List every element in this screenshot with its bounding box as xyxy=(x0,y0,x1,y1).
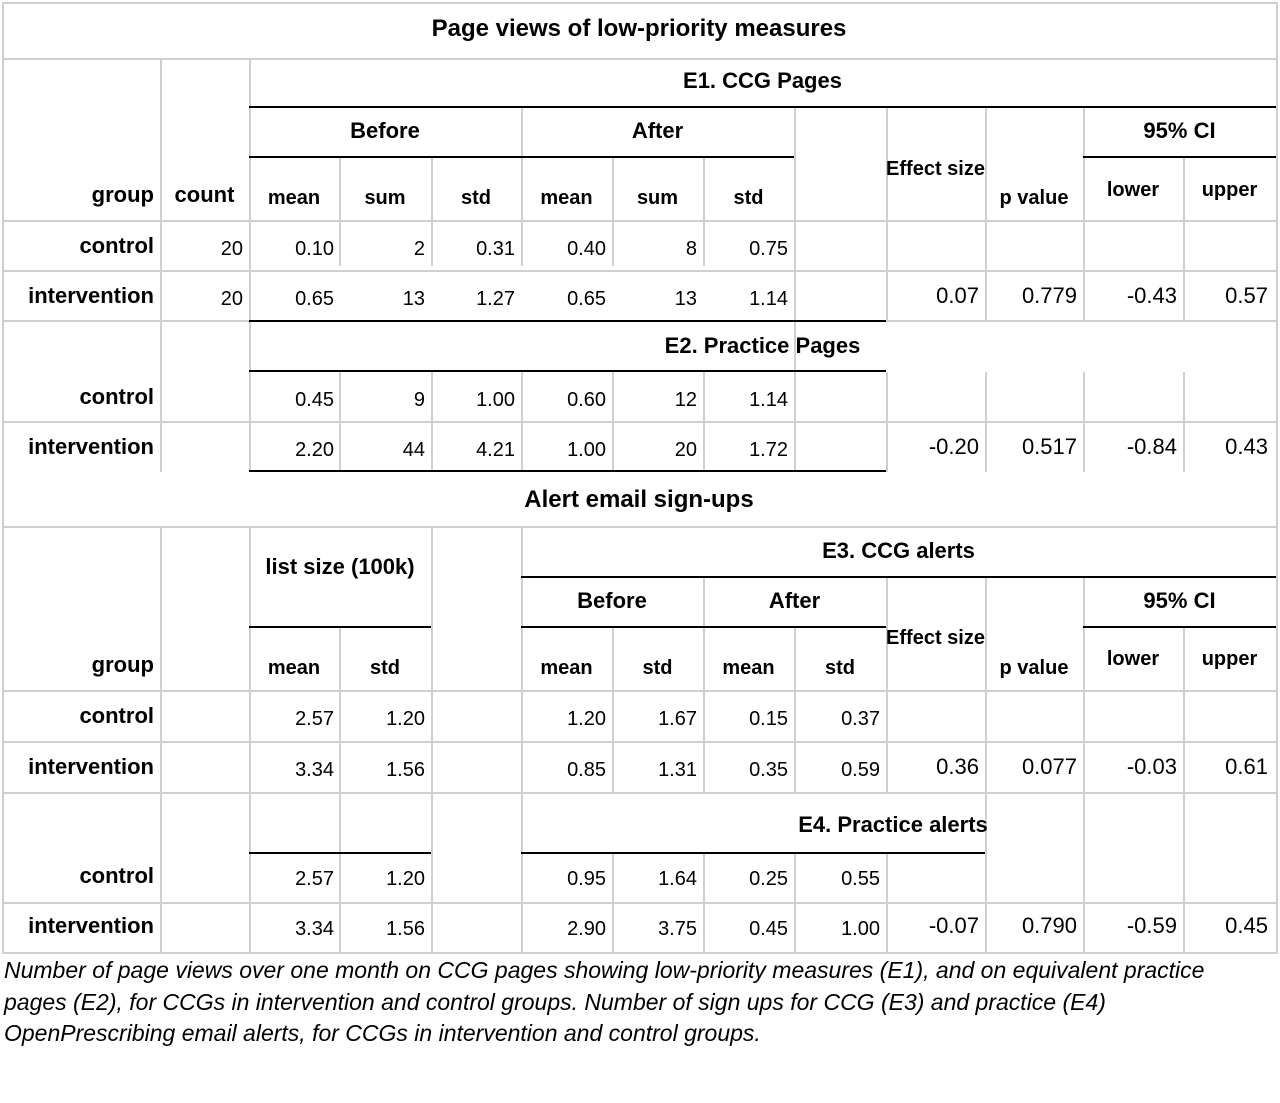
p-value-value: 0.077 xyxy=(1021,754,1077,779)
group-label: control xyxy=(79,863,154,888)
after-std-value: 0.75 xyxy=(749,238,788,260)
std-header: std xyxy=(733,187,764,209)
grid-line xyxy=(160,526,162,952)
grid-line xyxy=(1276,2,1278,954)
before-mean-value: 2.20 xyxy=(295,439,334,461)
ci-lower-value: -0.43 xyxy=(1126,283,1177,308)
ci-upper-value: 0.57 xyxy=(1225,283,1268,308)
upper-header: upper xyxy=(1201,648,1258,670)
grid-line xyxy=(794,108,796,472)
before-mean-value: 0.10 xyxy=(295,238,334,260)
before-sum-value: 2 xyxy=(413,238,425,260)
effect-size-value: -0.07 xyxy=(928,913,979,938)
after-mean-value: 0.25 xyxy=(749,868,788,890)
header-rule xyxy=(521,626,886,628)
after-sum-value: 13 xyxy=(674,288,697,310)
before-sum-value: 13 xyxy=(402,288,425,310)
group-label: control xyxy=(79,233,154,258)
after-mean-value: 0.40 xyxy=(567,238,606,260)
before-mean-value: 2.90 xyxy=(567,918,606,940)
grid-line xyxy=(160,58,162,472)
after-std-value: 0.59 xyxy=(841,759,880,781)
p-value-header: p value xyxy=(999,187,1069,209)
std-header: std xyxy=(642,657,673,679)
p-value-value: 0.517 xyxy=(1021,434,1077,459)
ci-upper-value: 0.43 xyxy=(1225,434,1268,459)
group-label: intervention xyxy=(28,754,154,779)
before-mean-value: 0.95 xyxy=(567,868,606,890)
header-rule xyxy=(249,626,431,628)
header-rule xyxy=(249,106,1276,108)
before-std-value: 3.75 xyxy=(658,918,697,940)
sum-header: sum xyxy=(636,187,679,209)
after-mean-value: 0.15 xyxy=(749,708,788,730)
after-std-value: 1.14 xyxy=(749,288,788,310)
header-rule xyxy=(249,320,886,322)
list-size-header: list size (100k) xyxy=(265,554,415,579)
grid-line xyxy=(431,526,433,952)
before-std-value: 1.64 xyxy=(658,868,697,890)
header-rule xyxy=(249,156,794,158)
before-sum-value: 9 xyxy=(413,389,425,411)
after-header: After xyxy=(768,588,821,613)
list-mean-value: 2.57 xyxy=(295,868,334,890)
after-std-value: 0.55 xyxy=(841,868,880,890)
ci-lower-value: -0.03 xyxy=(1126,754,1177,779)
after-header: After xyxy=(631,118,684,143)
grid-line xyxy=(1183,628,1185,952)
after-sum-value: 8 xyxy=(685,238,697,260)
group-header: group xyxy=(91,652,154,677)
section2-title: Alert email sign-ups xyxy=(524,486,754,513)
e2-title: E2. Practice Pages xyxy=(664,333,861,358)
before-std-value: 1.67 xyxy=(658,708,697,730)
after-mean-value: 0.35 xyxy=(749,759,788,781)
list-std-value: 1.56 xyxy=(386,759,425,781)
std-header: std xyxy=(370,657,400,679)
grid-line xyxy=(2,2,4,954)
std-header: std xyxy=(825,657,855,679)
after-mean-value: 0.65 xyxy=(567,288,606,310)
effect-size-header: Effect size xyxy=(886,627,985,649)
header-rule xyxy=(249,370,886,372)
before-std-value: 0.31 xyxy=(476,238,515,260)
after-sum-value: 12 xyxy=(674,389,697,411)
mean-header: mean xyxy=(267,657,321,679)
section1-title: Page views of low-priority measures xyxy=(431,15,847,42)
sum-header: sum xyxy=(364,187,406,209)
after-mean-value: 0.45 xyxy=(749,918,788,940)
list-std-value: 1.20 xyxy=(386,868,425,890)
ci-upper-value: 0.45 xyxy=(1225,913,1268,938)
list-mean-value: 3.34 xyxy=(295,918,334,940)
after-sum-value: 20 xyxy=(674,439,697,461)
mean-header: mean xyxy=(267,187,321,209)
after-mean-value: 0.60 xyxy=(567,389,606,411)
header-rule xyxy=(521,852,985,854)
header-rule xyxy=(521,576,1276,578)
lower-header: lower xyxy=(1106,648,1160,670)
ci-header: 95% CI xyxy=(1143,588,1216,613)
grid-line xyxy=(2,952,1276,954)
group-label: intervention xyxy=(28,434,154,459)
effect-size-value: 0.07 xyxy=(936,283,979,308)
before-mean-value: 0.65 xyxy=(295,288,334,310)
before-std-value: 1.00 xyxy=(476,389,515,411)
after-mean-value: 1.00 xyxy=(567,439,606,461)
grid-line xyxy=(2,2,1276,4)
count-value: 20 xyxy=(220,288,243,310)
group-label: control xyxy=(79,703,154,728)
before-header: Before xyxy=(350,118,420,143)
before-std-value: 1.31 xyxy=(658,759,697,781)
after-std-value: 0.37 xyxy=(841,708,880,730)
header-rule xyxy=(249,470,886,472)
mean-header: mean xyxy=(540,657,593,679)
group-label: intervention xyxy=(28,913,154,938)
count-header: count xyxy=(174,182,235,207)
before-mean-value: 1.20 xyxy=(567,708,606,730)
table-caption: Number of page views over one month on CCG pages showing low-priority measures (E1), and on equivalent practice pages (E2), for CCGs in intervention and control groups. Number of sign ups for CCG (E3) and practice (E4) OpenPrescribing email alerts, for CCGs in intervention and control groups. xyxy=(4,957,1205,1046)
list-mean-value: 3.34 xyxy=(295,759,334,781)
before-std-value: 4.21 xyxy=(476,439,515,461)
list-mean-value: 2.57 xyxy=(295,708,334,730)
group-label: control xyxy=(79,384,154,409)
e4-title: E4. Practice alerts xyxy=(798,812,988,837)
grid-line xyxy=(2,526,1276,528)
mean-header: mean xyxy=(540,187,593,209)
mean-header: mean xyxy=(722,657,775,679)
after-std-value: 1.72 xyxy=(749,439,788,461)
e3-title: E3. CCG alerts xyxy=(822,538,975,563)
before-header: Before xyxy=(577,588,647,613)
list-std-value: 1.56 xyxy=(386,918,425,940)
group-label: intervention xyxy=(28,283,154,308)
before-mean-value: 0.85 xyxy=(567,759,606,781)
list-std-value: 1.20 xyxy=(386,708,425,730)
after-std-value: 1.14 xyxy=(749,389,788,411)
effect-size-value: -0.20 xyxy=(928,434,979,459)
header-rule xyxy=(249,852,431,854)
effect-size-value: 0.36 xyxy=(936,754,979,779)
grid-line xyxy=(2,58,1276,60)
lower-header: lower xyxy=(1106,179,1160,201)
header-rule xyxy=(1083,626,1276,628)
header-rule xyxy=(1083,156,1276,158)
e1-title: E1. CCG Pages xyxy=(683,68,842,93)
effect-size-header: Effect size xyxy=(886,158,985,180)
ci-lower-value: -0.84 xyxy=(1126,434,1177,459)
group-header: group xyxy=(91,182,154,207)
upper-header: upper xyxy=(1201,179,1258,201)
ci-upper-value: 0.61 xyxy=(1225,754,1268,779)
std-header: std xyxy=(461,187,491,209)
count-value: 20 xyxy=(220,238,243,260)
p-value-value: 0.779 xyxy=(1021,283,1077,308)
before-sum-value: 44 xyxy=(402,439,425,461)
ci-lower-value: -0.59 xyxy=(1126,913,1177,938)
p-value-value: 0.790 xyxy=(1021,913,1077,938)
before-mean-value: 0.45 xyxy=(295,389,334,411)
before-std-value: 1.27 xyxy=(476,288,515,310)
p-value-header: p value xyxy=(999,657,1069,679)
ci-header: 95% CI xyxy=(1143,118,1216,143)
after-std-value: 1.00 xyxy=(841,918,880,940)
